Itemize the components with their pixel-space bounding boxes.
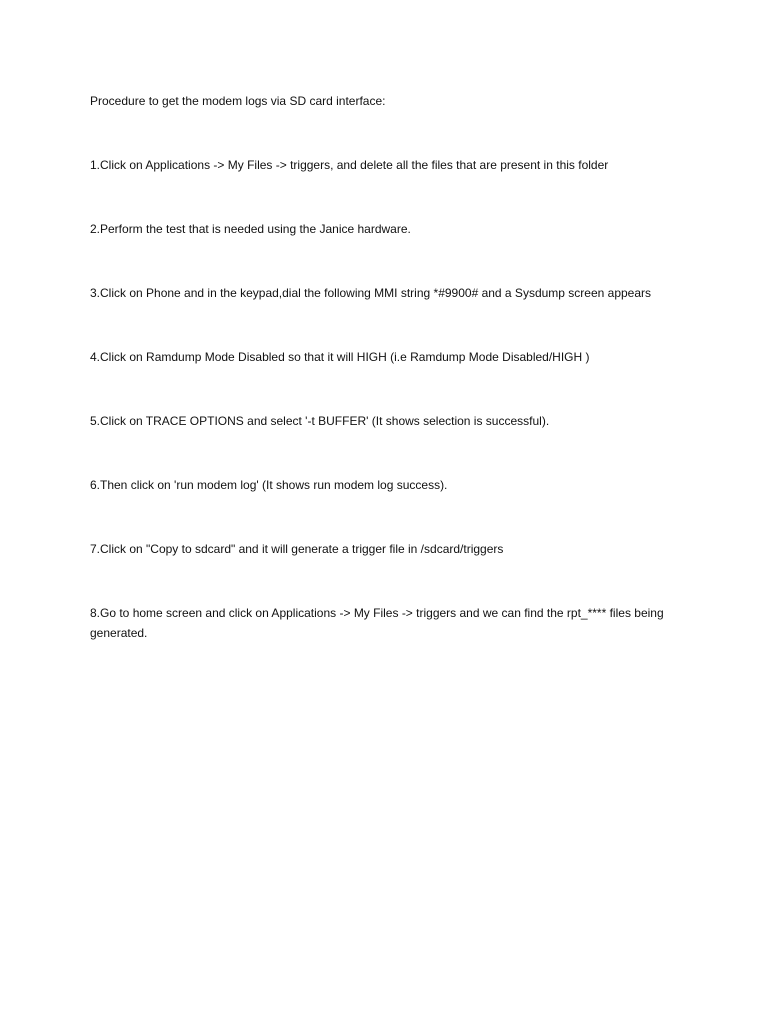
step-5: 5.Click on TRACE OPTIONS and select '-t BUFFER' (It shows selection is successful). xyxy=(90,414,550,428)
step-4: 4.Click on Ramdump Mode Disabled so that it will HIGH (i.e Ramdump Mode Disabled/HIGH ) xyxy=(90,350,590,364)
step-6: 6.Then click on 'run modem log' (It shows run modem log success). xyxy=(90,478,448,492)
step-1: 1.Click on Applications -> My Files -> triggers, and delete all the files that are present in this folder xyxy=(90,158,609,172)
step-8: 8.Go to home screen and click on Applications -> My Files -> triggers and we can find the rpt_**** files being generated. xyxy=(90,606,664,640)
document-title: Procedure to get the modem logs via SD card interface: xyxy=(90,94,386,108)
step-7: 7.Click on "Copy to sdcard" and it will generate a trigger file in /sdcard/triggers xyxy=(90,542,504,556)
document-body xyxy=(90,91,690,687)
step-3: 3.Click on Phone and in the keypad,dial the following MMI string *#9900# and a Sysdump screen appears xyxy=(90,286,652,300)
step-2: 2.Perform the test that is needed using the Janice hardware. xyxy=(90,222,411,236)
